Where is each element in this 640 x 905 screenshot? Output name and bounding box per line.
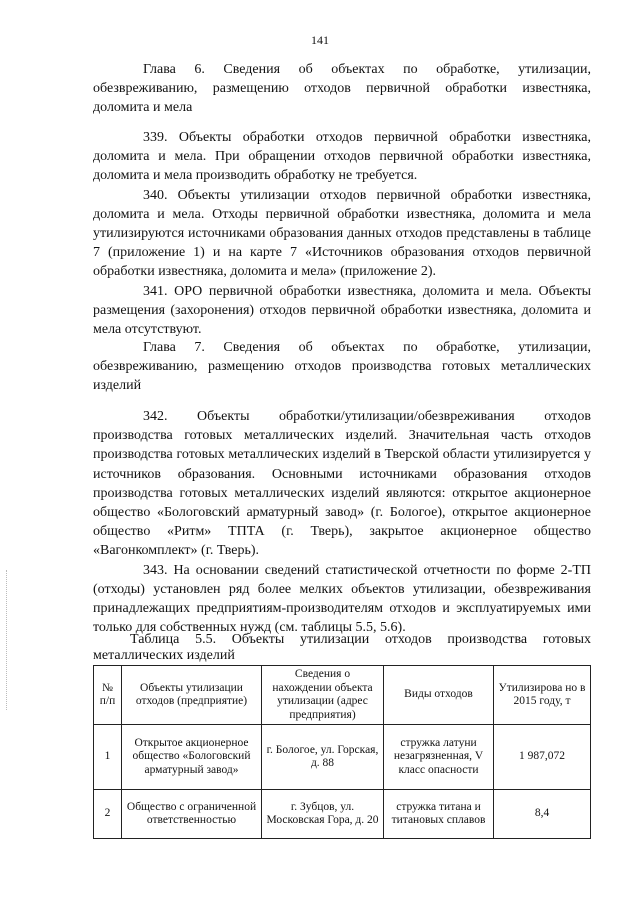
paragraph-343: 343. На основании сведений статистической отчетности по форме 2-ТП (отходы) установлен ряд более мелких объектов утилизации, обезвреживания принадлежащих предприятиям-производителям отходов и эксплуатируемых ими только для собственных нужд (см. таблицы 5.5, 5.6). [93,562,591,636]
cell-waste-type: стружка латуни незагрязненная, V класс опасности [384,725,494,790]
scan-edge-marks [6,570,8,710]
table-caption: Таблица 5.5. Объекты утилизации отходов производства готовых металлических изделий [93,632,591,663]
chapter-7-section [93,338,591,396]
paragraph-340: 340. Объекты утилизации отходов первичной обработки известняка, доломита и мела. Отходы первичной обработки известняка, доломита и мела утилизируются источниками образования данных отходов представлены в таблице 7 (приложение 1) и на карте 7 «Источников образования отходов первичной обработки известняка, доломита и мела» (приложение 2). [93,187,591,280]
paragraph-339: 339. Объекты обработки отходов первичной обработки известняка, доломита и мела. При обращении отходов первичной обработки известняка, доломита и мела производить обработку не требуется. [93,130,591,184]
chapter-6-body [93,128,591,339]
table-row [94,790,591,839]
table-row [94,725,591,790]
page-number: 141 [311,33,329,47]
header-utilized-amount: Утилизирова но в 2015 году, т [494,666,591,725]
chapter-6-section [93,60,591,118]
cell-location: г. Зубцов, ул. Московская Гора, д. 20 [262,790,384,839]
chapter-7-title: Глава 7. Сведения об объектах по обработке, утилизации, обезвреживанию, размещению отходов производства готовых металлических изделий [93,340,591,394]
header-facility: Объекты утилизации отходов (предприятие) [122,666,262,725]
header-location: Сведения о нахождении объекта утилизации (адрес предприятия) [262,666,384,725]
cell-utilized-amount: 1 987,072 [494,725,591,790]
chapter-6-title: Глава 6. Сведения об объектах по обработке, утилизации, обезвреживанию, размещению отходов первичной обработки известняка, доломита и мела [93,62,591,116]
cell-facility: Открытое акционерное общество «Бологовский арматурный завод» [122,725,262,790]
cell-facility: Общество с ограниченной ответственностью [122,790,262,839]
cell-waste-type: стружка титана и титановых сплавов [384,790,494,839]
chapter-7-body [93,407,591,637]
paragraph-341: 341. ОРО первичной обработки известняка, доломита и мела. Объекты размещения (захоронения) отходов первичной обработки известняка, доломита и мела отсутствуют. [93,283,591,338]
paragraph-342: 342. Объекты обработки/утилизации/обезвреживания отходов производства готовых металлических изделий. Значительная часть отходов производства готовых металлических изделий в Тверской области утилизируется у источников образования. Основными источниками образования отходов производства готовых металлических изделий являются: открытое акционерное общество «Бологовский арматурный завод» (г. Бологое), открытое акционерное общество «Ритм» ТПТА (г. Тверь), закрытое акционерное общество «Вагонкомплект» (г. Тверь). [93,409,591,559]
cell-number: 1 [94,725,122,790]
table-header-row [94,666,591,725]
waste-utilization-table [93,665,591,839]
header-number: № п/п [94,666,122,725]
cell-number: 2 [94,790,122,839]
cell-utilized-amount: 8,4 [494,790,591,839]
cell-location: г. Бологое, ул. Горская, д. 88 [262,725,384,790]
header-waste-type: Виды отходов [384,666,494,725]
